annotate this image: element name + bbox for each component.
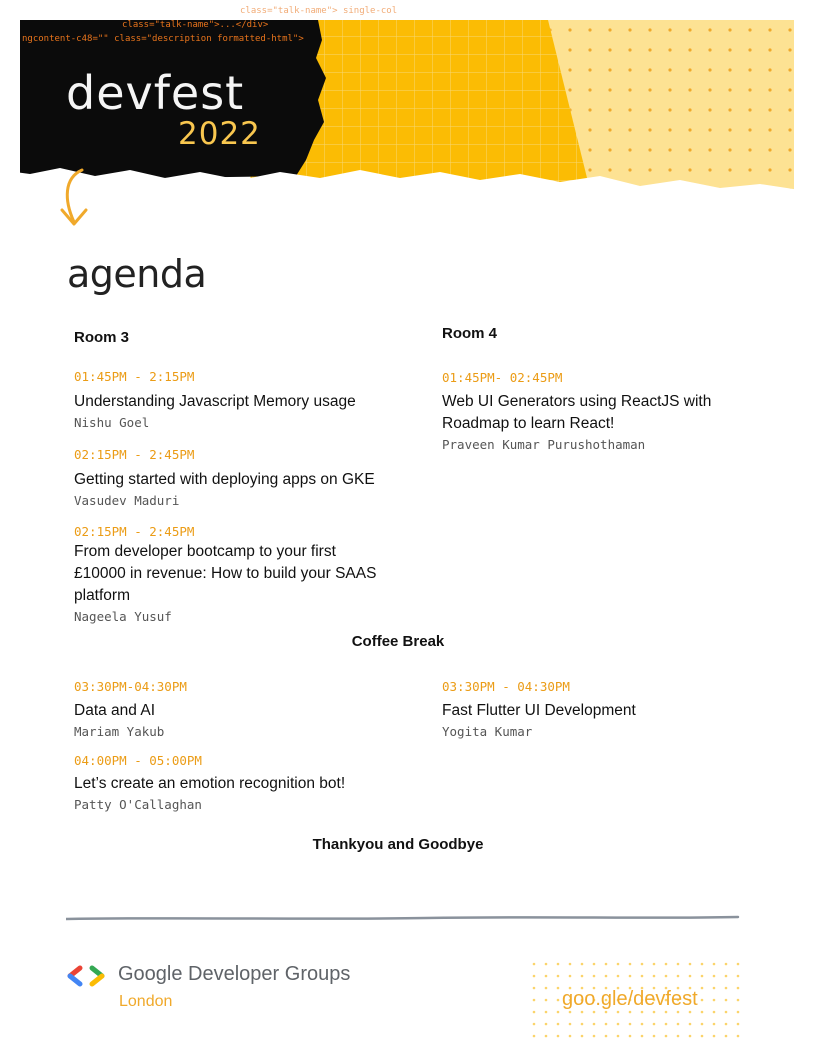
session-title-line: Roadmap to learn React! <box>442 415 615 432</box>
session-time: 01:45PM - 2:15PM <box>74 369 195 384</box>
room-4-label: Room 4 <box>442 325 498 342</box>
header-banner <box>0 0 816 240</box>
closing-label: Thankyou and Goodbye <box>312 836 484 853</box>
session-title: Let’s create an emotion recognition bot! <box>74 775 346 792</box>
devfest-link[interactable]: goo.gle/devfest <box>562 988 698 1010</box>
down-arrow-icon <box>44 166 104 236</box>
footer-divider <box>66 914 740 924</box>
session-speaker: Yogita Kumar <box>442 724 533 739</box>
session-speaker: Nageela Yusuf <box>74 609 172 624</box>
session-title: Getting started with deploying apps on GKE <box>74 471 375 488</box>
session-time: 03:30PM-04:30PM <box>74 679 187 694</box>
session-time: 03:30PM - 04:30PM <box>442 679 570 694</box>
gdg-logo-icon <box>66 964 110 990</box>
session-title-line: Web UI Generators using ReactJS with <box>442 393 712 410</box>
session-title-line: platform <box>74 587 130 604</box>
session-title: Fast Flutter UI Development <box>442 702 636 719</box>
session-speaker: Patty O'Callaghan <box>74 797 202 812</box>
room-3-label: Room 3 <box>74 329 130 346</box>
session-speaker: Praveen Kumar Purushothaman <box>442 437 646 452</box>
session-title: Data and AI <box>74 702 156 719</box>
session-speaker: Nishu Goel <box>74 415 150 430</box>
session-title: Understanding Javascript Memory usage <box>74 393 356 410</box>
session-title-line: £10000 in revenue: How to build your SAAS <box>74 565 377 582</box>
code-snippet-line: class="talk-name">...</div> <box>122 20 269 30</box>
agenda-heading: agenda <box>67 252 207 296</box>
code-snippet-line: ngcontent-c48="" class="description formatted-html"> <box>22 34 304 44</box>
session-time: 04:00PM - 05:00PM <box>74 753 202 768</box>
gdg-city: London <box>119 993 173 1010</box>
session-time: 02:15PM - 2:45PM <box>74 447 195 462</box>
session-time: 01:45PM- 02:45PM <box>442 370 563 385</box>
code-snippet-line: class="talk-name"> single-col <box>240 6 398 16</box>
session-speaker: Vasudev Maduri <box>74 493 180 508</box>
devfest-logo-year: 2022 <box>178 116 261 152</box>
session-speaker: Mariam Yakub <box>74 724 165 739</box>
gdg-org-title: Google Developer Groups <box>118 963 351 985</box>
session-title-line: From developer bootcamp to your first <box>74 543 336 560</box>
devfest-logo-word: devfest <box>66 66 245 120</box>
session-time: 02:15PM - 2:45PM <box>74 524 195 539</box>
coffee-break-label: Coffee Break <box>351 633 445 650</box>
